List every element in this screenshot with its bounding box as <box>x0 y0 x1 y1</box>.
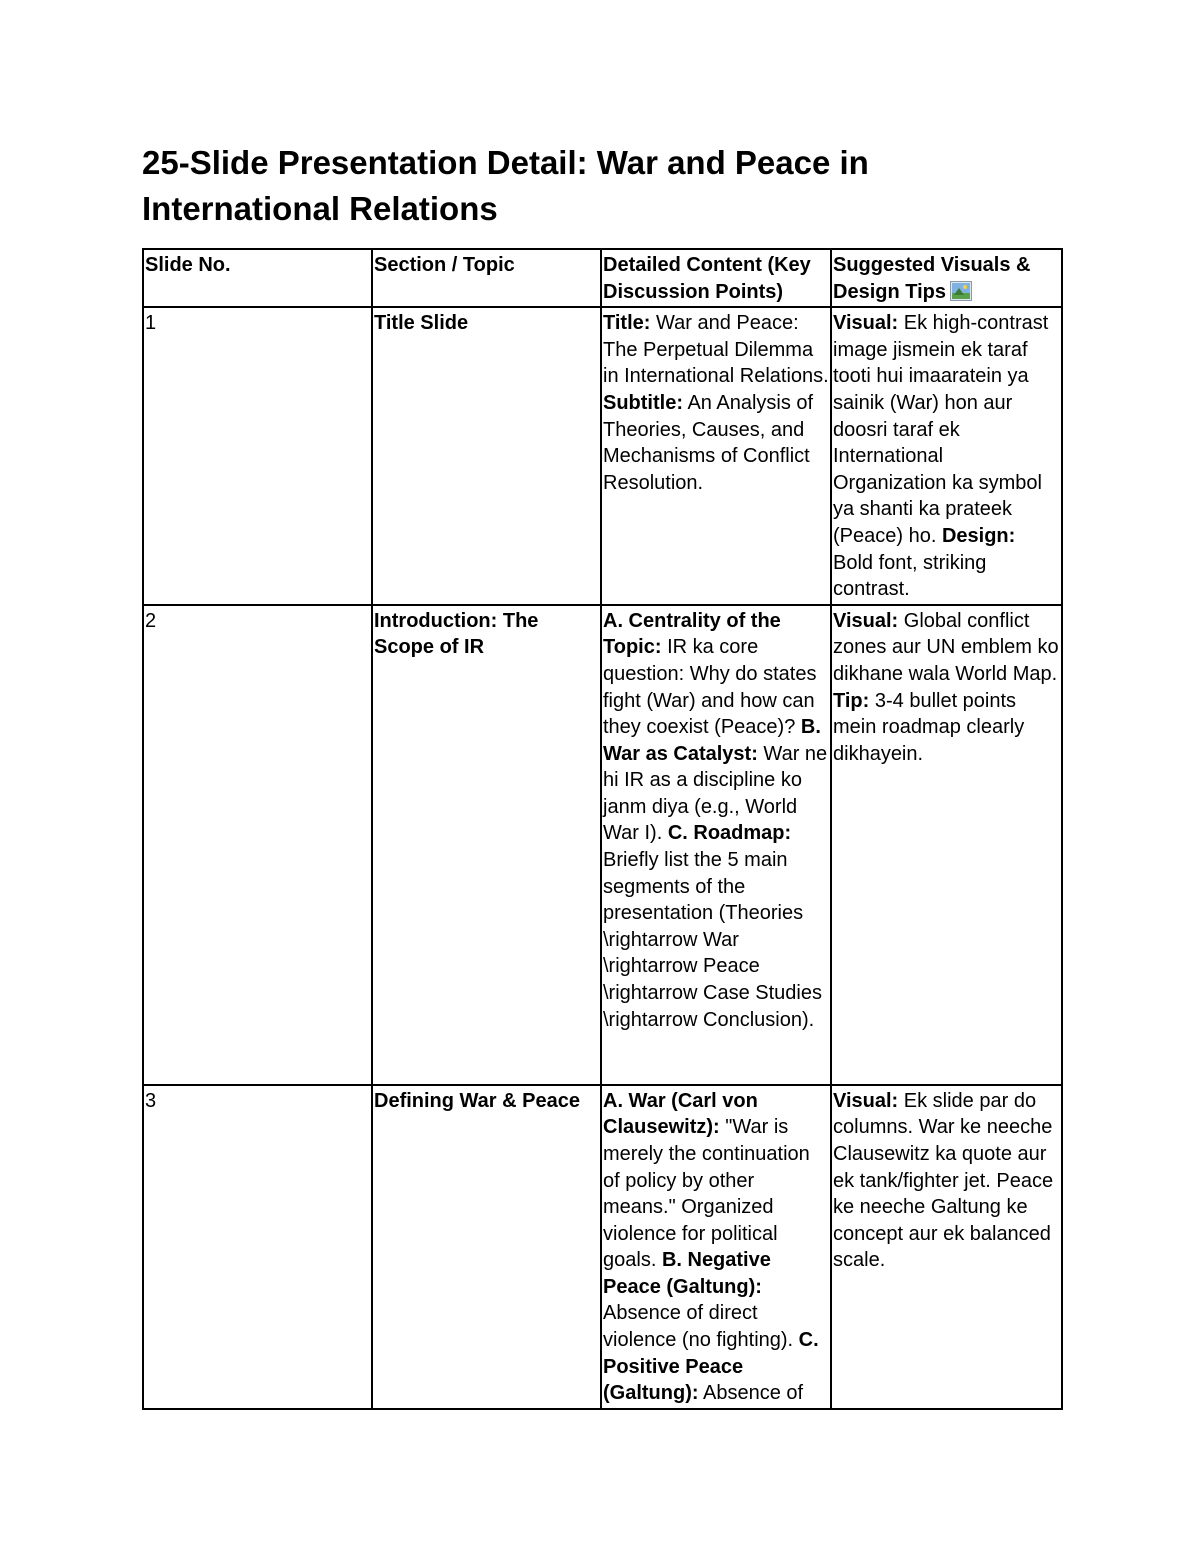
visual-label: Visual: <box>833 609 899 632</box>
slide-plan-table <box>142 248 1063 1410</box>
content-text: War ne hi IR as a discipline ko janm diya (e.g., World War I). <box>603 742 828 845</box>
header-slide-no: Slide No. <box>143 249 372 307</box>
table-row <box>143 605 1062 1085</box>
table-row <box>143 307 1062 605</box>
content-label: A. Centrality of the Topic: <box>603 609 781 659</box>
table-row <box>143 1085 1062 1409</box>
content-text: Absence of <box>698 1382 804 1405</box>
cell-visuals <box>831 605 1062 1085</box>
visual-label: Visual: <box>833 1089 899 1112</box>
content-label: Subtitle: <box>603 391 683 414</box>
visual-text: 3-4 bullet points mein roadmap clearly dikhayein. <box>833 689 1025 765</box>
cell-topic: Title Slide <box>372 307 601 605</box>
content-label: C. Positive Peace (Galtung): <box>603 1329 819 1405</box>
table-header-row <box>143 249 1062 307</box>
cell-slide-no: 3 <box>143 1085 372 1409</box>
cell-topic: Defining War & Peace <box>372 1085 601 1409</box>
visual-label: Design: <box>941 524 1016 547</box>
content-label: A. War (Carl von Clausewitz): <box>603 1089 758 1139</box>
visual-text: Ek high-contrast image jismein ek taraf tooti hui imaaratein ya sainik (War) hon aur doosri taraf ek International Organization ka symbol ya shanti ka prateek (Peace) ho. <box>833 312 1049 547</box>
header-visuals-design <box>831 249 1062 307</box>
cell-slide-no: 1 <box>143 307 372 605</box>
visual-text: Global conflict zones aur UN emblem ko dikhane wala World Map. <box>833 609 1059 685</box>
visual-label: Tip: <box>833 689 870 712</box>
content-label: Title: <box>603 312 651 335</box>
visual-text: Bold font, striking contrast. <box>833 551 987 601</box>
header-section-topic: Section / Topic <box>372 249 601 307</box>
cell-topic: Introduction: The Scope of IR <box>372 605 601 1085</box>
content-label: B. Negative Peace (Galtung): <box>603 1249 771 1298</box>
cell-content <box>601 1085 831 1409</box>
cell-content <box>601 605 831 1085</box>
cell-visuals <box>831 307 1062 605</box>
cell-slide-no: 2 <box>143 605 372 1085</box>
visual-text: Ek slide par do columns. War ke neeche Clausewitz ka quote aur ek tank/fighter jet. Peace ke neeche Galtung ke concept aur ek balanced scale. <box>833 1089 1054 1272</box>
content-label: B. War as Catalyst: <box>603 716 821 765</box>
header-visuals-label: Suggested Visuals & Design Tips <box>833 254 1031 303</box>
content-text: War and Peace: The Perpetual Dilemma in International Relations. <box>603 312 829 388</box>
content-text: Briefly list the 5 main segments of the presentation (Theories \rightarrow War \rightarrow Peace \rightarrow Case Studies \rightarrow Conclusion). <box>603 849 822 1031</box>
cell-content <box>601 307 831 605</box>
header-detailed-content: Detailed Content (Key Discussion Points) <box>601 249 831 307</box>
content-text: An Analysis of Theories, Causes, and Mechanisms of Conflict Resolution. <box>603 391 814 494</box>
content-text: IR ka core question: Why do states fight (War) and how can they coexist (Peace)? <box>603 636 817 739</box>
page-title: 25-Slide Presentation Detail: War and Peace in International Relations <box>142 144 869 227</box>
framed-picture-icon <box>950 281 972 301</box>
content-text: Absence of direct violence (no fighting). <box>603 1302 799 1352</box>
cell-visuals <box>831 1085 1062 1409</box>
content-label: C. Roadmap: <box>667 822 792 845</box>
content-text: "War is merely the continuation of policy by other means." Organized violence for political goals. <box>603 1116 810 1272</box>
visual-label: Visual: <box>833 312 899 335</box>
